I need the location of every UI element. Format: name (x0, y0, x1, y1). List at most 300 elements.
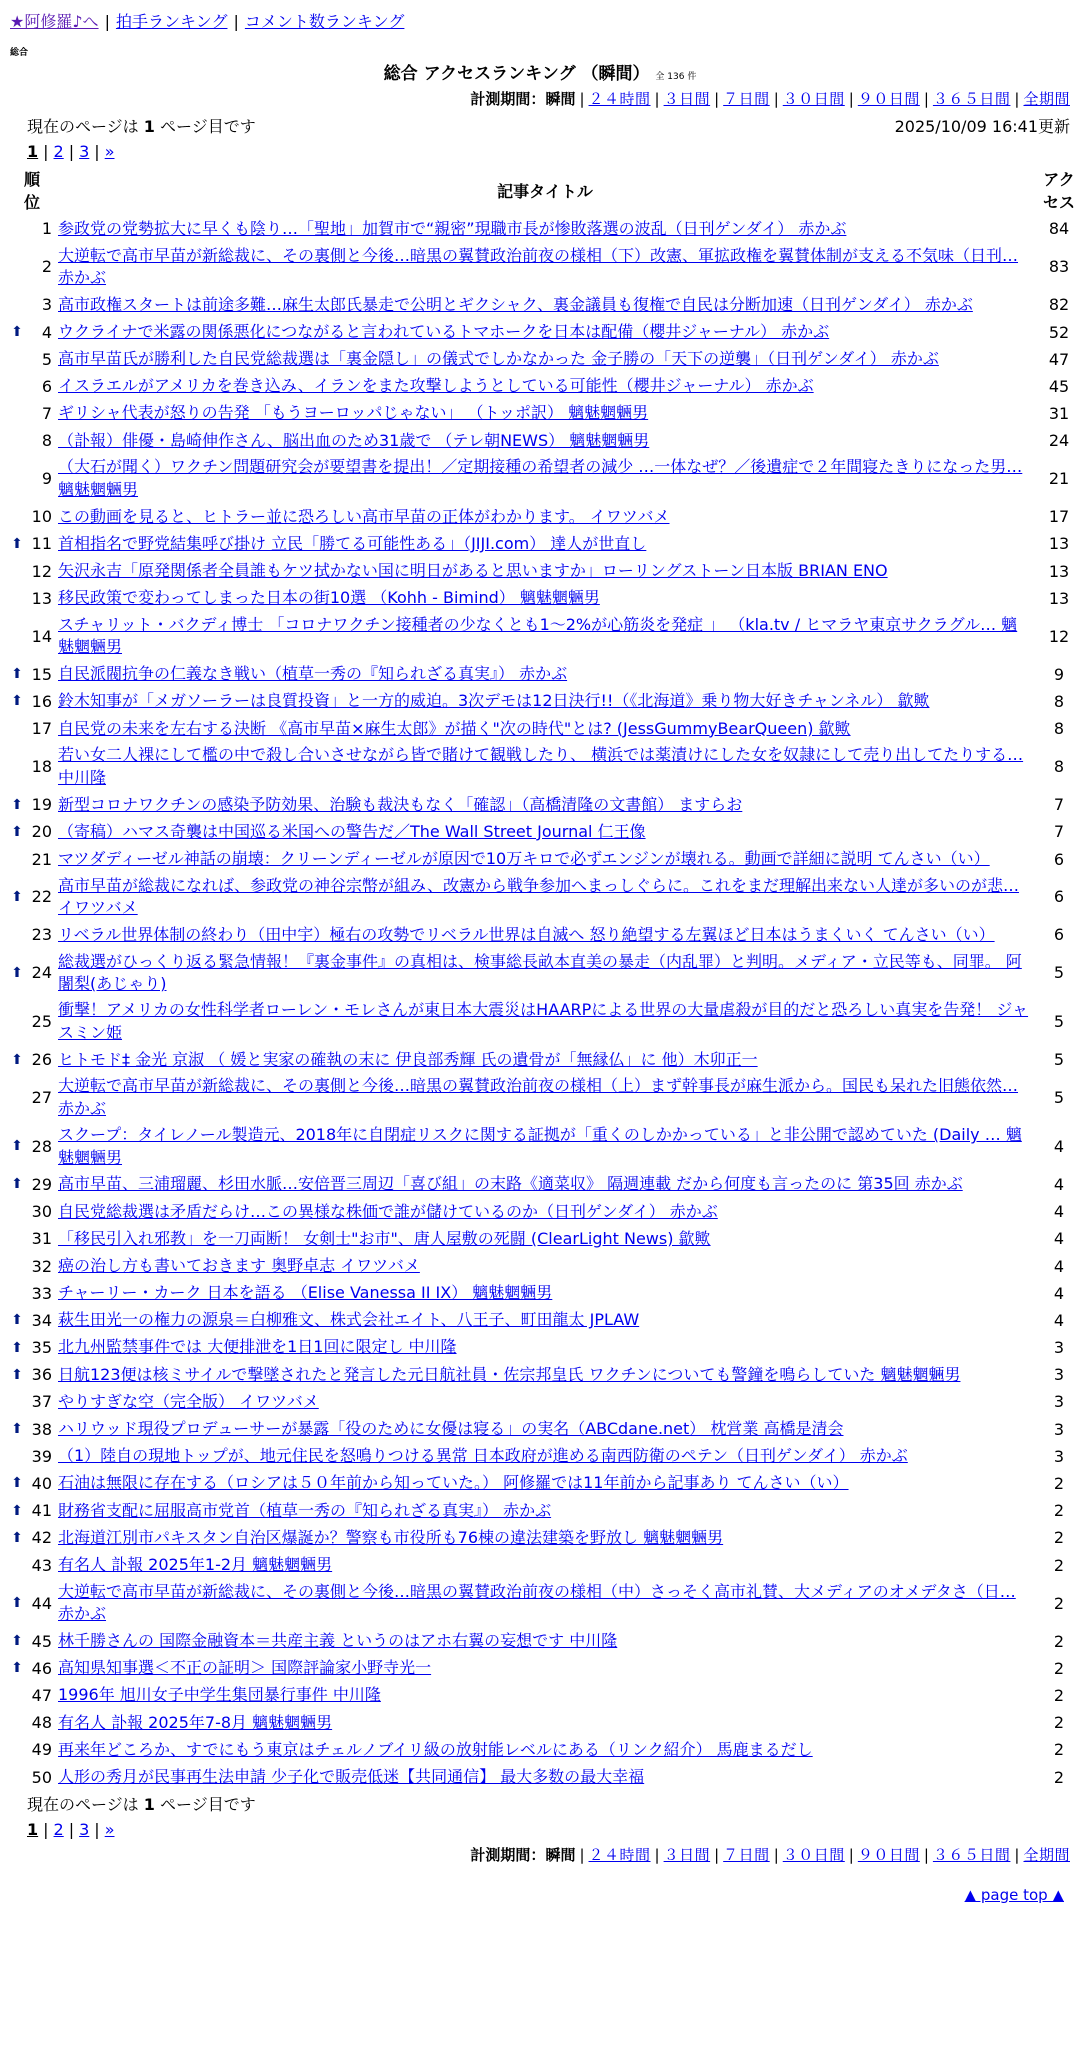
pager-separator: | (43, 1819, 49, 1839)
table-row (10, 1628, 1082, 1655)
page-info: 現在のページは 1 ページ目です (27, 116, 256, 136)
access-count: 4 (1053, 1283, 1065, 1303)
period-option-6[interactable]: 全期間 (1023, 89, 1070, 108)
article-link[interactable]: 高市早苗が総裁になれば、参政党の神谷宗幣が組み、改憲から戦争参加へまっしぐらに。これをまだ理解出来ない人達が多いのが悲… イワツバメ (58, 875, 1019, 918)
title-cell (54, 1073, 1036, 1122)
rank-number: 24 (31, 963, 52, 983)
trend-cell (10, 949, 24, 998)
access-header (1036, 167, 1082, 215)
table-row (10, 454, 1082, 503)
title-cell (54, 400, 1036, 427)
table-row (10, 1682, 1082, 1709)
pager-current: 1 (27, 1819, 39, 1839)
trend-cell (10, 503, 24, 530)
table-row (10, 688, 1082, 715)
article-link[interactable]: （訃報）俳優・島崎伸作さん、脳出血のため31歳で （テレ朝NEWS） 魑魅魍魎男 (58, 430, 650, 450)
title-cell (54, 291, 1036, 318)
rank-number: 35 (31, 1338, 52, 1358)
title-cell (54, 1171, 1036, 1198)
title-cell (54, 1307, 1036, 1334)
up-arrow-icon: ⬆ (11, 1138, 23, 1155)
article-link[interactable]: 参政党の党勢拡大に早くも陰り…「聖地」加賀市で“親密”現職市長が惨敗落選の波乱（日刊ゲンダイ） 赤かぶ (58, 218, 847, 238)
ranking-body (10, 215, 1082, 1790)
trend-cell (10, 1361, 24, 1388)
up-arrow-icon: ⬆ (11, 1502, 23, 1519)
trend-cell (10, 1334, 24, 1361)
article-link[interactable]: 自民派閥抗争の仁義なき戦い（植草一秀の『知られざる真実』） 赤かぶ (58, 664, 568, 684)
access-count: 2 (1053, 1658, 1065, 1678)
nav-separator: | (233, 12, 239, 31)
pager-next[interactable]: » (104, 1819, 115, 1839)
article-link[interactable]: 衝撃！アメリカの女性科学者ローレン・モレさんが東日本大震災はHAARPによる世界の大量虐殺が目的だと恐ろしい真実を告発！ ジャスミン姫 (58, 1000, 1029, 1042)
article-link[interactable]: 自民党の未来を左右する決断 《高市早苗×麻生太郎》が描く"次の時代"とは? (JessGummyBearQueen) 歙歟 (58, 718, 851, 738)
period-option-6[interactable]: 全期間 (1023, 1846, 1070, 1865)
trend-cell (10, 1579, 24, 1628)
trend-cell (10, 1122, 24, 1171)
title-cell (54, 1628, 1036, 1655)
article-link[interactable]: 自民党総裁選は矛盾だらけ…この異様な株価で誰が儲けているのか（日刊ゲンダイ） 赤かぶ (58, 1201, 718, 1221)
article-link[interactable]: 高知県知事選＜不正の証明＞ 国際評論家小野寺光一 (58, 1658, 432, 1678)
article-link[interactable]: リベラル世界体制の終わり（田中宇）極右の攻勢でリベラル世界は自滅へ 怒り絶望する左翼ほど日本はうまくいく てんさい（い） (58, 924, 995, 944)
rank-number: 5 (41, 349, 52, 369)
table-row (10, 1579, 1082, 1628)
period-option-5[interactable]: ３６５日間 (932, 89, 1011, 108)
article-link[interactable]: 石油は無限に存在する（ロシアは５０年前から知っていた。） 阿修羅では11年前から記事あり てんさい（い） (58, 1473, 849, 1493)
pager-separator: | (43, 141, 49, 161)
title-cell (54, 243, 1036, 292)
title-cell (54, 1046, 1036, 1073)
article-link[interactable]: 高市政権スタートは前途多難…麻生太郎氏暴走で公明とギクシャク、裏金議員も復権で自民は分断加速（日刊ゲンダイ） 赤かぶ (58, 294, 973, 314)
period-option-0[interactable]: ２４時間 (588, 89, 651, 108)
rank-number: 29 (31, 1174, 52, 1194)
title-header: 記事タイトル (497, 181, 593, 201)
trend-cell (10, 1655, 24, 1682)
access-count: 3 (1053, 1338, 1065, 1358)
up-arrow-icon: ⬆ (11, 964, 23, 981)
table-row (10, 873, 1082, 922)
page-info-row (10, 115, 1070, 138)
article-link[interactable]: 萩生田光一の権力の源泉＝白柳雅文、株式会社エイト、八王子、町田龍太 JPLAW (58, 1310, 640, 1330)
title-cell (54, 1225, 1036, 1252)
period-separator: | (654, 89, 660, 108)
article-link[interactable]: マツダディーゼル神話の崩壊：クリーンディーゼルが原因で10万キロで必ずエンジンが壊れる。動画で詳細に説明 てんさい（い） (58, 848, 990, 868)
trend-cell (10, 1628, 24, 1655)
title-cell (54, 1764, 1036, 1791)
trend-cell (10, 1388, 24, 1415)
access-count: 4 (1053, 1174, 1065, 1194)
article-link[interactable]: 若い女二人裸にして檻の中で殺し合いさせながら皆で賭けて観戦したり、 横浜では薬漬けにした女を奴隷にして売り出してたりする… 中川隆 (58, 745, 1024, 787)
period-selector-bottom (10, 1845, 1070, 1867)
title-cell (54, 373, 1036, 400)
access-count: 24 (1048, 431, 1070, 451)
access-count: 4 (1053, 1256, 1065, 1276)
trend-cell (10, 791, 24, 818)
trend-cell (10, 215, 24, 242)
rank-number: 39 (31, 1446, 52, 1466)
article-link[interactable]: 癌の治し方も書いておきます 奥野卓志 イワツバメ (58, 1255, 420, 1275)
rank-number: 44 (31, 1593, 52, 1613)
title-cell (54, 1682, 1036, 1709)
article-link[interactable]: ギリシャ代表が怒りの告発 「もうヨーロッパじゃない」 （トッポ訳） 魑魅魍魎男 (58, 403, 649, 423)
article-link[interactable]: スクープ：タイレノール製造元、2018年に自閉症リスクに関する証拠が「重くのしかかっている」と非公開で認めていた (Daily … 魑魅魍魎男 (58, 1125, 1022, 1167)
period-selector-top (10, 89, 1070, 111)
title-cell (54, 1579, 1036, 1628)
table-row (10, 1225, 1082, 1252)
title-cell (54, 612, 1036, 661)
trend-cell (10, 346, 24, 373)
pager-page-2[interactable]: 2 (53, 141, 64, 161)
section-label: 総合 (10, 48, 29, 59)
rank-number: 25 (31, 1012, 52, 1032)
trend-cell (10, 1764, 24, 1791)
rank-number: 42 (31, 1528, 52, 1548)
access-count: 8 (1053, 719, 1065, 739)
rank-number: 50 (31, 1767, 52, 1787)
table-row (10, 1552, 1082, 1579)
table-row (10, 558, 1082, 585)
article-link[interactable]: 北九州監禁事件では 大便排泄を1日1回に限定し 中川隆 (58, 1337, 457, 1357)
trend-cell (10, 558, 24, 585)
trend-cell (10, 688, 24, 715)
period-option-5[interactable]: ３６５日間 (932, 1846, 1011, 1865)
table-row (10, 427, 1082, 454)
period-option-1[interactable]: ３日間 (663, 1846, 711, 1865)
access-count: 2 (1053, 1767, 1065, 1787)
up-arrow-icon: ⬆ (11, 1529, 23, 1546)
title-cell (54, 1198, 1036, 1225)
table-row (10, 1736, 1082, 1763)
rank-number: 22 (31, 887, 52, 907)
trend-cell (10, 1307, 24, 1334)
article-link[interactable]: 大逆転で高市早苗が新総裁に、その裏側と今後…暗黒の翼賛政治前夜の様相（中）さっそく高市礼賛、大メディアのオメデタさ（日… 赤かぶ (58, 1581, 1016, 1624)
trend-cell (10, 454, 24, 503)
trend-cell (10, 1171, 24, 1198)
home-link[interactable]: ★阿修羅♪へ (10, 12, 99, 31)
trend-cell (10, 1552, 24, 1579)
rank-number: 20 (31, 822, 52, 842)
article-link[interactable]: （1）陸自の現地トップが、地元住民を怒鳴りつける異常 日本政府が進める南西防衛のペテン（日刊ゲンダイ） 赤かぶ (58, 1446, 908, 1466)
title-cell (54, 1334, 1036, 1361)
title-cell (54, 921, 1036, 948)
pager-separator: | (68, 141, 75, 161)
access-count: 4 (1053, 1136, 1065, 1156)
access-count: 13 (1048, 588, 1070, 608)
period-current: 瞬間 (545, 89, 576, 108)
article-link[interactable]: 再来年どころか、すでにもう東京はチェルノブイリ級の放射能レベルにある（リンク紹介） 馬鹿まるだし (58, 1739, 813, 1759)
comment-ranking-link[interactable]: コメント数ランキング (244, 12, 405, 31)
rank-number: 17 (31, 719, 52, 739)
period-option-4[interactable]: ９０日間 (857, 1846, 920, 1865)
pager-page-2[interactable]: 2 (53, 1819, 64, 1839)
rank-number: 47 (31, 1685, 52, 1705)
access-count: 7 (1053, 795, 1065, 815)
period-option-3[interactable]: ３０日間 (782, 89, 845, 108)
access-count: 12 (1048, 626, 1070, 646)
rank-number: 12 (31, 561, 52, 581)
pager-current: 1 (27, 141, 39, 161)
rank-header (10, 167, 54, 215)
table-row (10, 1524, 1082, 1551)
table-row (10, 742, 1082, 791)
access-count: 4 (1053, 1202, 1065, 1222)
table-row (10, 1361, 1082, 1388)
rank-number: 11 (31, 534, 52, 554)
table-row (10, 1443, 1082, 1470)
rank-number: 3 (41, 295, 52, 315)
article-link[interactable]: ヒトモド‡ 金光 京淑 （ 媛と実家の確執の末に 伊良部秀輝 氏の遺骨が「無縁仏」に 他）木卯正一 (58, 1049, 758, 1069)
period-option-2[interactable]: ７日間 (723, 89, 770, 108)
up-arrow-icon: ⬆ (11, 323, 23, 340)
up-arrow-icon: ⬆ (11, 1312, 23, 1329)
title-cell (54, 1736, 1036, 1763)
table-row (10, 1253, 1082, 1280)
title-cell (54, 1655, 1036, 1682)
article-link[interactable]: 総裁選がひっくり返る緊急情報！『裏金事件』の真相は、検事総長畝本直美の暴走（内乱罪）と判明。メディア・立民等も、同罪。 阿闍梨(あじゃり) (58, 951, 1022, 994)
access-count: 2 (1053, 1501, 1065, 1521)
up-arrow-icon: ⬆ (11, 823, 23, 840)
table-row (10, 1122, 1082, 1171)
trend-cell (10, 530, 24, 557)
table-row (10, 243, 1082, 292)
rank-number: 46 (31, 1658, 52, 1678)
article-link[interactable]: 鈴木知事が「メガソーラーは良質投資」と一方的威迫。3次デモは12日決行!!（《北海道》乗り物大好きチャンネル） 歙歟 (58, 691, 930, 711)
pager-page-3[interactable]: 3 (79, 141, 90, 161)
updated-timestamp: 2025/10/09 16:41更新 (894, 116, 1070, 136)
table-row (10, 346, 1082, 373)
title-cell (54, 715, 1036, 742)
rank-number: 26 (31, 1050, 52, 1070)
period-separator: | (773, 1846, 779, 1865)
access-count: 3 (1053, 1446, 1065, 1466)
rank-number: 13 (31, 588, 52, 608)
article-link[interactable]: 大逆転で高市早苗が新総裁に、その裏側と今後…暗黒の翼賛政治前夜の様相（上）まず幹事長が麻生派から。国民も呆れた旧態依然… 赤かぶ (58, 1076, 1019, 1118)
table-row (10, 215, 1082, 242)
up-arrow-icon: ⬆ (11, 888, 23, 905)
trend-cell (10, 1073, 24, 1122)
article-link[interactable]: 有名人 訃報 2025年7-8月 魑魅魍魎男 (58, 1712, 333, 1732)
period-separator: | (1014, 89, 1020, 108)
rank-number: 21 (31, 849, 52, 869)
current-page-number: 1 (143, 1794, 155, 1814)
period-separator: | (923, 1846, 929, 1865)
rank-number: 33 (31, 1283, 52, 1303)
pager-separator: | (94, 141, 100, 161)
title-cell (54, 558, 1036, 585)
rank-number: 30 (31, 1202, 52, 1222)
ranking-table (10, 167, 1082, 1791)
pager-page-3[interactable]: 3 (79, 1819, 90, 1839)
title-cell (54, 742, 1036, 791)
article-link[interactable]: 矢沢永吉「原発関係者全員誰もケツ拭かない国に明日があると思いますか」ローリングストーン日本版 BRIAN ENO (58, 561, 888, 581)
period-separator: | (848, 89, 854, 108)
trend-cell (10, 1682, 24, 1709)
article-link[interactable]: ハリウッド現役プロデューサーが暴露「役のために女優は寝る」の実名（ABCdane.net） 枕営業 高橋是清会 (58, 1419, 844, 1439)
title-cell (54, 427, 1036, 454)
period-separator: | (773, 89, 779, 108)
title-cell (54, 319, 1036, 346)
period-separator: | (1014, 1846, 1020, 1865)
rank-number: 23 (31, 925, 52, 945)
article-link[interactable]: 高市早苗氏が勝利した自民党総裁選は「裏金隠し」の儀式でしかなかった 金子勝の「天下の逆襲」（日刊ゲンダイ） 赤かぶ (58, 349, 939, 369)
pager-top (10, 140, 1070, 163)
article-link[interactable]: 人形の秀月が民事再生法申請 少子化で販売低迷【共同通信】 最大多数の最大幸福 (58, 1766, 645, 1786)
rank-number: 34 (31, 1310, 52, 1330)
access-count: 31 (1048, 404, 1070, 424)
rank-number: 2 (41, 257, 52, 277)
access-count: 2 (1053, 1685, 1065, 1705)
article-link[interactable]: 高市早苗、三浦瑠麗、杉田水脈…安倍晋三周辺「喜び組」の末路《適菜収》 隔週連載 だから何度も言ったのに 第35回 赤かぶ (58, 1174, 963, 1194)
access-count: 45 (1048, 376, 1070, 396)
access-count: 13 (1048, 534, 1070, 554)
title-cell (54, 846, 1036, 873)
access-count: 17 (1048, 507, 1070, 527)
period-separator: | (579, 89, 585, 108)
access-count: 4 (1053, 1310, 1065, 1330)
access-count: 21 (1048, 469, 1070, 489)
article-link[interactable]: 財務省支配に屈服高市党首（植草一秀の『知られざる真実』） 赤かぶ (58, 1500, 552, 1520)
rank-number: 1 (41, 219, 52, 239)
pager-next[interactable]: » (104, 141, 115, 161)
title-cell (54, 585, 1036, 612)
table-row (10, 1198, 1082, 1225)
title-cell (54, 346, 1036, 373)
pager-bottom (10, 1818, 1070, 1841)
up-arrow-icon: ⬆ (11, 1421, 23, 1438)
period-option-4[interactable]: ９０日間 (857, 89, 920, 108)
title-cell (54, 1552, 1036, 1579)
table-row (10, 612, 1082, 661)
access-count: 2 (1053, 1528, 1065, 1548)
article-link[interactable]: チャーリー・カーク 日本を語る （Elise Vanessa II IX） 魑魅魍魎男 (58, 1283, 553, 1303)
trend-cell (10, 1443, 24, 1470)
article-link[interactable]: 日航123便は核ミサイルで撃墜されたと発言した元日航社員・佐宗邦皇氏 ワクチンについても警鐘を鳴らしていた 魑魅魍魎男 (58, 1364, 961, 1384)
access-count: 5 (1053, 1088, 1065, 1108)
rank-number: 43 (31, 1555, 52, 1575)
up-arrow-icon: ⬆ (11, 1366, 23, 1383)
article-link[interactable]: スチャリット・バクディ博士 「コロナワクチン接種者の少なくとも1〜2%が心筋炎を発症 」 （kla.tv / ヒマラヤ東京サクラグル… 魑魅魍魎男 (58, 615, 1018, 657)
title-cell (54, 1280, 1036, 1307)
title-cell (54, 1416, 1036, 1443)
trend-cell (10, 715, 24, 742)
up-arrow-icon: ⬆ (11, 666, 23, 683)
trend-cell (10, 1736, 24, 1763)
top-nav (10, 10, 1070, 33)
access-count: 5 (1053, 1050, 1065, 1070)
title-cell (54, 1388, 1036, 1415)
article-link[interactable]: 首相指名で野党結集呼び掛け 立民「勝てる可能性ある」（JIJI.com） 達人が世直し (58, 533, 647, 553)
title-cell (54, 1122, 1036, 1171)
table-row (10, 291, 1082, 318)
title-cell (54, 215, 1036, 242)
article-link[interactable]: （寄稿）ハマス奇襲は中国巡る米国への警告だ／The Wall Street Journal 仁王像 (58, 821, 646, 841)
rank-number: 16 (31, 691, 52, 711)
article-link[interactable]: 「移民引入れ邪教」を一刀両断！ 女剣士"お市"、唐人屋敷の死闘 (ClearLight News) 歙歟 (58, 1228, 711, 1248)
access-count: 7 (1053, 822, 1065, 842)
article-link[interactable]: 有名人 訃報 2025年1-2月 魑魅魍魎男 (58, 1554, 333, 1574)
rank-number: 38 (31, 1419, 52, 1439)
article-link[interactable]: 1996年 旭川女子中学生集団暴行事件 中川隆 (58, 1685, 381, 1705)
access-count: 2 (1053, 1713, 1065, 1733)
trend-cell (10, 873, 24, 922)
trend-cell (10, 400, 24, 427)
table-row (10, 921, 1082, 948)
trend-cell (10, 921, 24, 948)
nav-separator: | (104, 12, 110, 31)
trend-cell (10, 661, 24, 688)
up-arrow-icon: ⬆ (11, 1176, 23, 1193)
article-link[interactable]: ウクライナで米露の関係悪化につながると言われているトマホークを日本は配備（櫻井ジャーナル） 赤かぶ (58, 321, 830, 341)
trend-cell (10, 1709, 24, 1736)
table-row (10, 1280, 1082, 1307)
title-cell (54, 688, 1036, 715)
period-option-3[interactable]: ３０日間 (782, 1846, 845, 1865)
table-row (10, 373, 1082, 400)
trend-cell (10, 427, 24, 454)
article-link[interactable]: （大石が聞く）ワクチン問題研究会が要望書を提出！／定期接種の希望者の減少 …一体なぜ？／後遺症で２年間寝たきりになった男… 魑魅魍魎男 (58, 457, 1023, 499)
title-cell (54, 661, 1036, 688)
trend-cell (10, 742, 24, 791)
rank-header-label: 順位 (23, 170, 40, 213)
title-cell (54, 1253, 1036, 1280)
rank-number: 15 (31, 664, 52, 684)
access-count: 3 (1053, 1419, 1065, 1439)
table-row (10, 949, 1082, 998)
rank-number: 14 (31, 626, 52, 646)
table-row (10, 585, 1082, 612)
table-row (10, 1709, 1082, 1736)
trend-cell (10, 997, 24, 1046)
access-count: 6 (1053, 887, 1065, 907)
article-link[interactable]: 林千勝さんの 国際金融資本＝共産主義 というのはアホ右翼の妄想です 中川隆 (58, 1630, 618, 1650)
period-option-1[interactable]: ３日間 (663, 89, 711, 108)
title-cell (54, 530, 1036, 557)
period-option-0[interactable]: ２４時間 (588, 1846, 651, 1865)
article-link[interactable]: やりすぎな空（完全版） イワツバメ (58, 1391, 319, 1411)
access-count: 2 (1053, 1631, 1065, 1651)
up-arrow-icon: ⬆ (11, 535, 23, 552)
article-link[interactable]: 大逆転で高市早苗が新総裁に、その裏側と今後…暗黒の翼賛政治前夜の様相（下）改憲、軍拡政権を翼賛体制が支える不気味（日刊… 赤かぶ (58, 245, 1019, 287)
article-link[interactable]: 新型コロナワクチンの感染予防効果、治験も裁決もなく「確認」（高橋清隆の文書館） ますらお (58, 794, 743, 814)
page-info-bottom: 現在のページは 1 ページ目です (27, 1794, 256, 1814)
up-arrow-icon: ⬆ (11, 693, 23, 710)
access-count: 6 (1053, 925, 1065, 945)
applause-ranking-link[interactable]: 拍手ランキング (115, 12, 228, 31)
article-link[interactable]: イスラエルがアメリカを巻き込み、イランをまた攻撃しようとしている可能性（櫻井ジャーナル） 赤かぶ (58, 376, 814, 396)
period-separator: | (579, 1846, 585, 1865)
page-title-wrap (10, 62, 1070, 87)
table-row (10, 319, 1082, 346)
rank-number: 9 (41, 469, 52, 489)
table-row (10, 1334, 1082, 1361)
title-cell (54, 791, 1036, 818)
article-link[interactable]: この動画を見ると、ヒトラー並に恐ろしい高市早苗の正体がわかります。 イワツバメ (58, 506, 670, 526)
access-count: 4 (1053, 1229, 1065, 1249)
trend-cell (10, 1225, 24, 1252)
rank-number: 31 (31, 1229, 52, 1249)
article-link[interactable]: 北海道江別市パキスタン自治区爆誕か？警察も市役所も76棟の違法建築を野放し 魑魅魍魎男 (58, 1527, 724, 1547)
rank-number: 18 (31, 757, 52, 777)
rank-number: 27 (31, 1088, 52, 1108)
trend-cell (10, 243, 24, 292)
period-separator: | (714, 1846, 720, 1865)
article-link[interactable]: 移民政策で変わってしまった日本の街10選 （Kohh - Bimind） 魑魅魍魎男 (58, 588, 600, 608)
period-option-2[interactable]: ７日間 (723, 1846, 770, 1865)
rank-number: 6 (41, 376, 52, 396)
access-count: 84 (1048, 219, 1070, 239)
up-arrow-icon: ⬆ (11, 796, 23, 813)
page-top-link[interactable]: ▲ page top ▲ (964, 1885, 1064, 1904)
access-count: 8 (1053, 691, 1065, 711)
